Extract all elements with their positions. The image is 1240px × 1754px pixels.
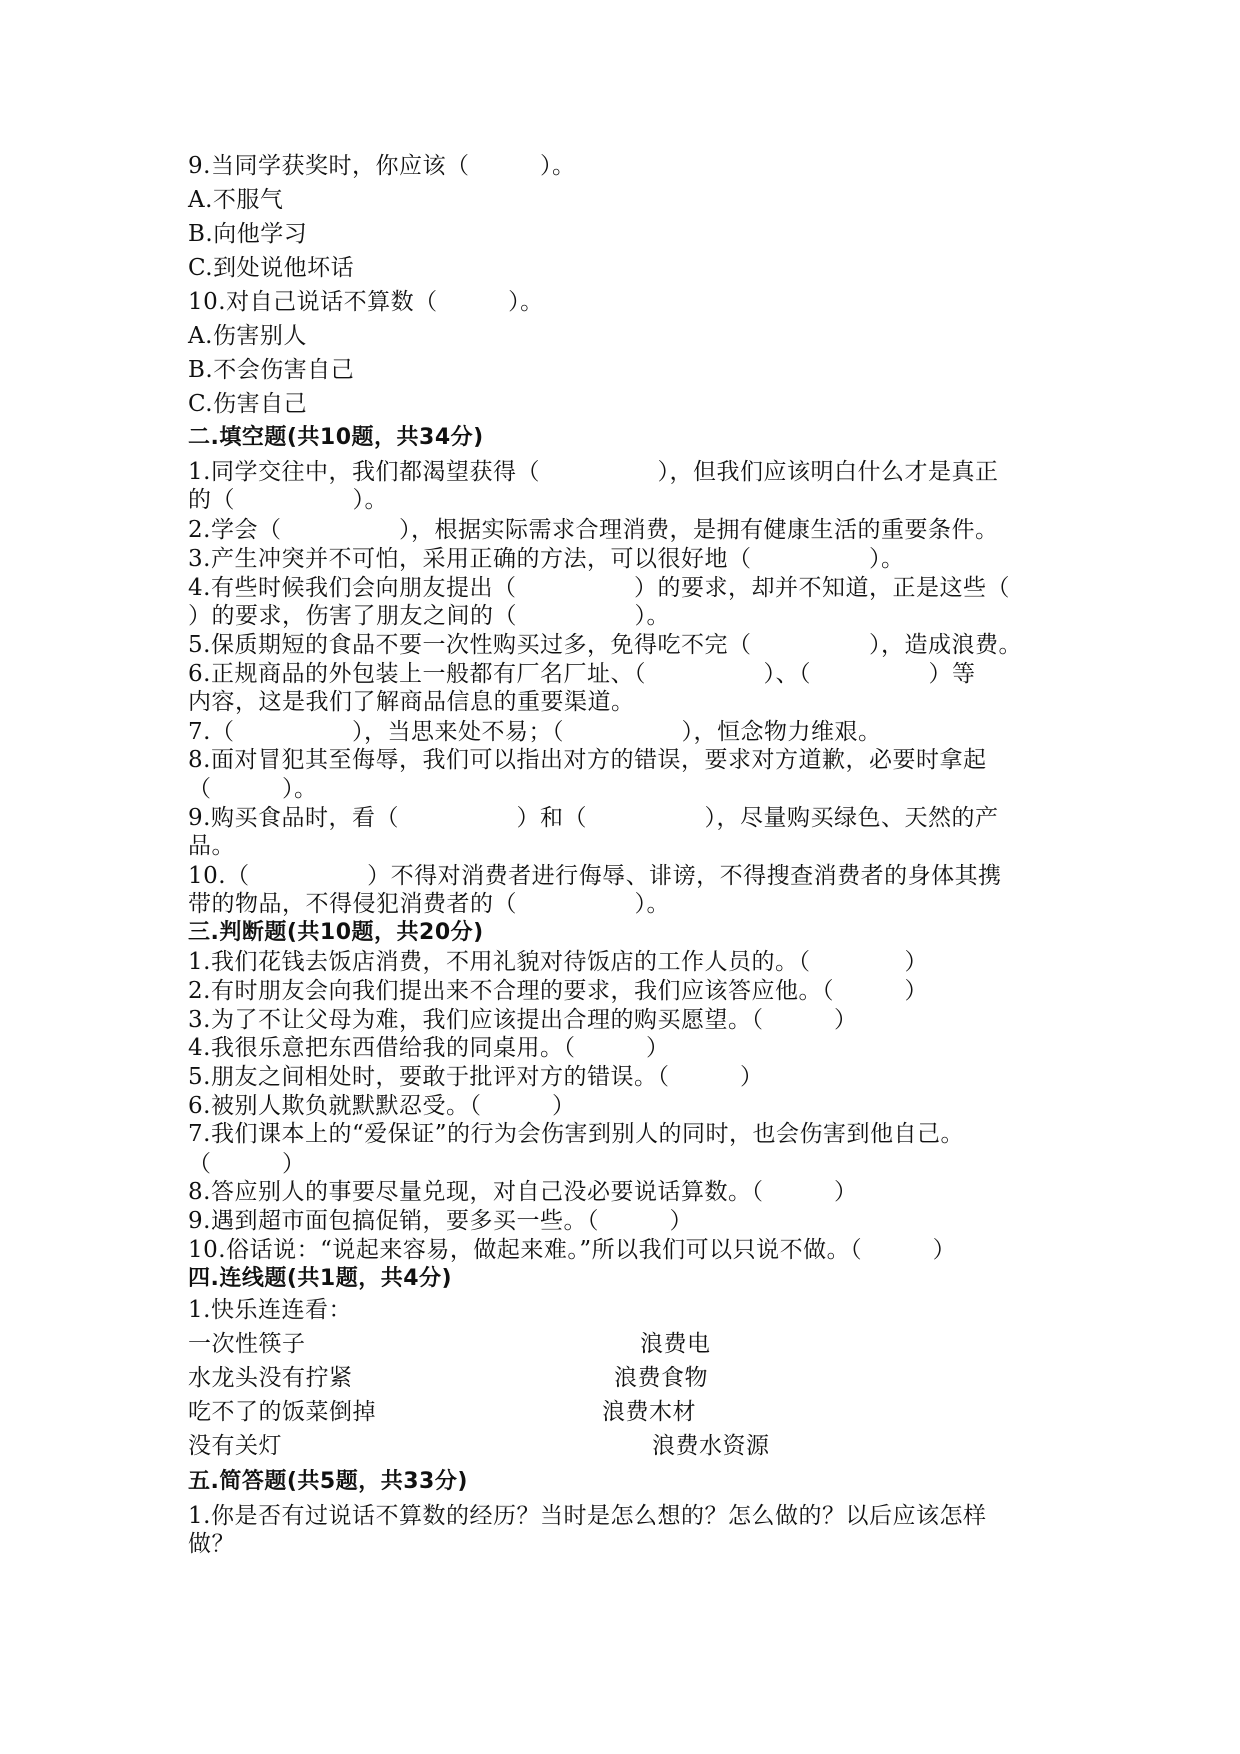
- section-heading-fill-blank: 二.填空题(共10题，共34分): [188, 425, 484, 450]
- fill-line: 7.（ ），当思来处不易；（ ），恒念物力维艰。: [188, 719, 882, 745]
- section-heading-short-answer: 五.简答题(共5题，共33分): [188, 1469, 468, 1494]
- fill-line: 4.有些时候我们会向朋友提出（ ）的要求，却并不知道，正是这些（: [188, 575, 1010, 601]
- fill-line: ）的要求，伤害了朋友之间的（ ）。: [188, 603, 670, 629]
- matching-right-item: 浪费电: [640, 1331, 711, 1357]
- fill-line: 带的物品，不得侵犯消费者的（ ）。: [188, 891, 670, 917]
- q9-option-c: C.到处说他坏话: [188, 255, 355, 281]
- fill-line: 9.购买食品时，看（ ）和（ ），尽量购买绿色、天然的产: [188, 805, 999, 831]
- fill-line: 2.学会（ ），根据实际需求合理消费，是拥有健康生活的重要条件。: [188, 517, 999, 543]
- fill-line: 1.同学交往中，我们都渴望获得（ ），但我们应该明白什么才是真正: [188, 459, 999, 485]
- tf-line: 5.朋友之间相处时，要敢于批评对方的错误。（ ）: [188, 1064, 764, 1090]
- q10-option-b: B.不会伤害自己: [188, 357, 355, 383]
- tf-line: 10.俗话说：“说起来容易，做起来难。”所以我们可以只说不做。（ ）: [188, 1237, 957, 1263]
- short-answer-line: 做？: [188, 1531, 235, 1557]
- fill-line: 品。: [188, 833, 235, 859]
- tf-line: （ ）: [188, 1151, 306, 1177]
- fill-line: 6.正规商品的外包装上一般都有厂名厂址、（ ）、（ ）等: [188, 661, 976, 687]
- tf-line: 8.答应别人的事要尽量兑现，对自己没必要说话算数。（ ）: [188, 1179, 858, 1205]
- short-answer-line: 1.你是否有过说话不算数的经历？当时是怎么想的？怎么做的？以后应该怎样: [188, 1503, 987, 1529]
- tf-line: 3.为了不让父母为难，我们应该提出合理的购买愿望。（ ）: [188, 1007, 858, 1033]
- q9-option-a: A.不服气: [188, 187, 284, 213]
- fill-line: 的（ ）。: [188, 487, 388, 513]
- fill-line: 3.产生冲突并不可怕，采用正确的方法，可以很好地（ ）。: [188, 546, 905, 572]
- matching-left-item: 水龙头没有拧紧: [188, 1365, 353, 1391]
- tf-line: 1.我们花钱去饭店消费，不用礼貌对待饭店的工作人员的。（ ）: [188, 949, 928, 975]
- matching-left-item: 一次性筷子: [188, 1331, 306, 1357]
- fill-line: （ ）。: [188, 776, 318, 802]
- q10-stem: 10.对自己说话不算数（ ）。: [188, 289, 544, 315]
- matching-right-item: 浪费水资源: [652, 1433, 770, 1459]
- q10-option-a: A.伤害别人: [188, 323, 307, 349]
- tf-line: 4.我很乐意把东西借给我的同桌用。（ ）: [188, 1035, 670, 1061]
- fill-line: 8.面对冒犯其至侮辱，我们可以指出对方的错误，要求对方道歉，必要时拿起: [188, 747, 987, 773]
- matching-left-item: 没有关灯: [188, 1433, 282, 1459]
- section-heading-matching: 四.连线题(共1题，共4分): [188, 1266, 453, 1291]
- fill-line: 5.保质期短的食品不要一次性购买过多，免得吃不完（ ），造成浪费。: [188, 632, 1022, 658]
- tf-line: 9.遇到超市面包搞促销，要多买一些。（ ）: [188, 1208, 693, 1234]
- tf-line: 6.被别人欺负就默默忍受。（ ）: [188, 1093, 576, 1119]
- matching-right-item: 浪费木材: [602, 1399, 696, 1425]
- matching-left-item: 吃不了的饭菜倒掉: [188, 1399, 376, 1425]
- matching-question: 1.快乐连连看：: [188, 1297, 352, 1323]
- q9-stem: 9.当同学获奖时，你应该（ ）。: [188, 153, 576, 179]
- q10-option-c: C.伤害自己: [188, 391, 308, 417]
- tf-line: 2.有时朋友会向我们提出来不合理的要求，我们应该答应他。（ ）: [188, 978, 928, 1004]
- tf-line: 7.我们课本上的“爱保证”的行为会伤害到别人的同时，也会伤害到他自己。: [188, 1121, 964, 1147]
- section-heading-true-false: 三.判断题(共10题，共20分): [188, 920, 484, 945]
- fill-line: 10.（ ）不得对消费者进行侮辱、诽谤，不得搜查消费者的身体其携: [188, 863, 1002, 889]
- fill-line: 内容，这是我们了解商品信息的重要渠道。: [188, 689, 635, 715]
- matching-right-item: 浪费食物: [614, 1365, 708, 1391]
- q9-option-b: B.向他学习: [188, 221, 308, 247]
